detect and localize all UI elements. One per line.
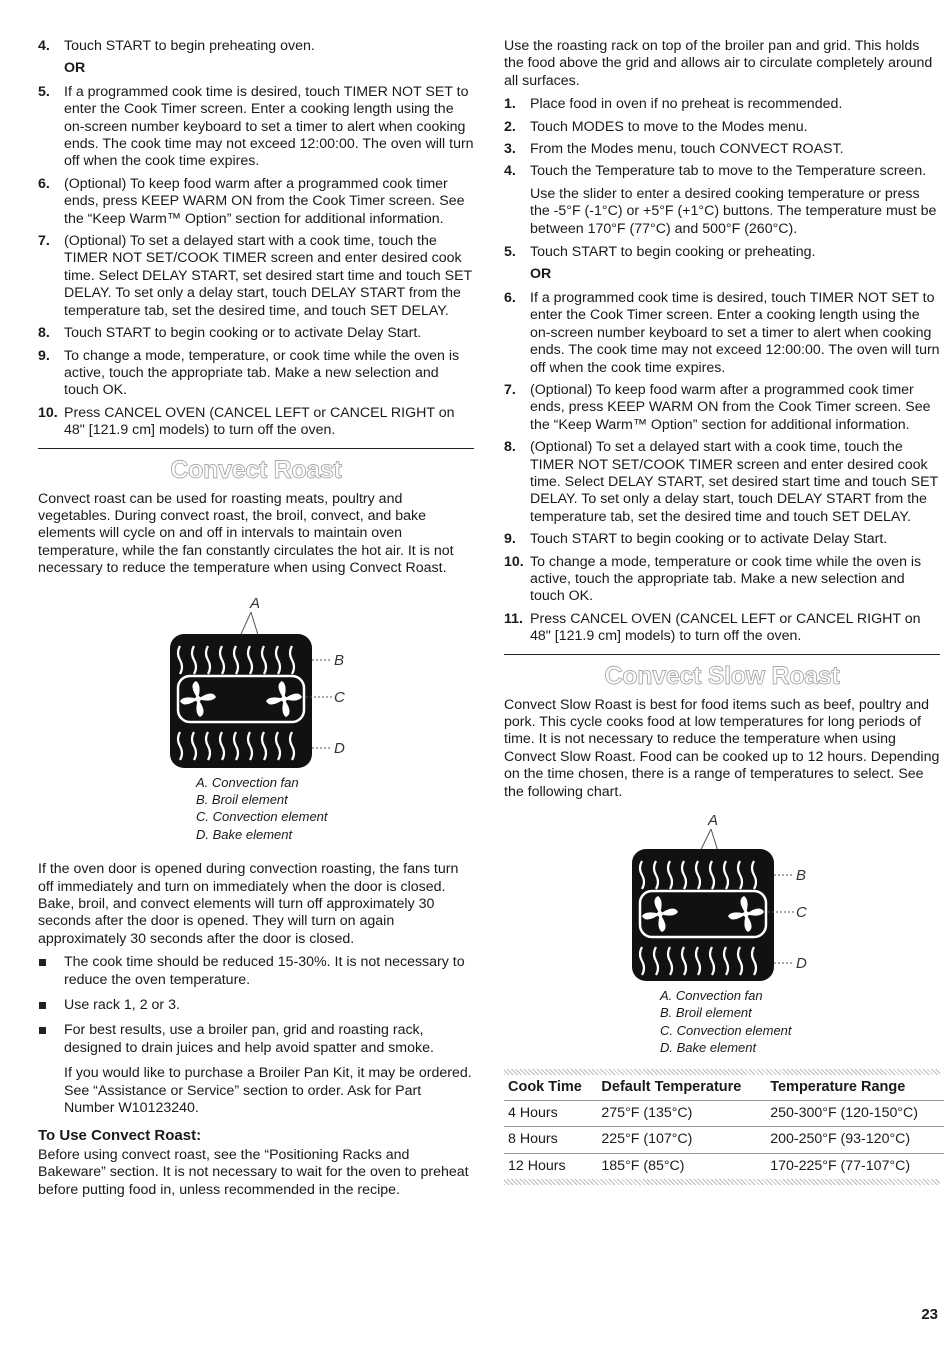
table-cell: 200-250°F (93-120°C) xyxy=(766,1127,944,1153)
bullet-item: Use rack 1, 2 or 3. xyxy=(38,997,474,1014)
step-item: 10. To change a mode, temperature or cook time while the oven is active, touch the appropriate tab. Make a new selection and touch OK. xyxy=(504,553,922,605)
table-row xyxy=(504,1101,944,1127)
step-item: 5. If a programmed cook time is desired, touch TIMER NOT SET to enter the Cook Timer screen. Enter a cooking length using the on-screen number keyboard to set a timer to alert when cooking ends. The cook time may not exceed 12:00:00. The oven will turn off when the cook time expires. xyxy=(38,83,474,170)
door-text: If the oven door is opened during convection roasting, the fans turn off immediately and turn on immediately when the door is closed. Bake, broil, and convect elements will turn off approximately 30 seconds after the door is opened. They will turn on again approximately 30 seconds after the door is closed. xyxy=(38,861,459,947)
right-steps-a xyxy=(504,96,940,181)
bullet-square-icon xyxy=(39,1002,46,1009)
diagram-captions xyxy=(504,987,940,1057)
label-a: A xyxy=(708,812,719,830)
convect-roast-intro: Convect roast can be used for roasting meats, poultry and vegetables. During convect roast, the broil, convect, and bake elements will cycle on and off in intervals to maintain oven temperature, while the fan constantly circulates the hot air. It is not necessary to reduce the temperature when using Convect Roast. xyxy=(38,490,454,577)
or-label: OR xyxy=(530,266,552,283)
kit-text: If you would like to purchase a Broiler Pan Kit, it may be ordered. See “Assistance or Service” section to order. Ask for Part Number W10123240. xyxy=(64,1065,472,1117)
step-item: 8. (Optional) To set a delayed start with a cook time, touch the TIMER NOT SET/COOK TIMER screen and enter desired cook time. Select DELAY START, set desired start time and touch SET DELAY. To set only a delay start, touch DELAY START from the temperature tab, set the desired time and touch SET DELAY. xyxy=(504,439,938,525)
label-b: B xyxy=(334,651,345,669)
label-d: D xyxy=(796,955,807,973)
table-header-cell: Cook Time xyxy=(508,1078,582,1095)
table-header-row xyxy=(504,1075,944,1101)
step-item: 4. Touch START to begin preheating oven. xyxy=(38,38,315,54)
caption-line: C. Convection element xyxy=(660,1022,792,1038)
label-b: B xyxy=(796,867,807,885)
step-item: 6. (Optional) To keep food warm after a programmed cook timer ends, press KEEP WARM ON from the Cook Timer screen. See the “Keep Warm™ Option” section for additional information. xyxy=(38,175,465,227)
step-item: 8. Touch START to begin cooking or to activate Delay Start. xyxy=(38,325,422,342)
bullet-item: The cook time should be reduced 15-30%. It is not necessary to reduce the oven temperature. xyxy=(38,954,474,989)
table-cell: 8 Hours xyxy=(504,1127,597,1153)
step-item: 6. If a programmed cook time is desired, touch TIMER NOT SET to enter the Cook Timer screen. Enter a cooking length using the on-screen number keyboard to set a timer to alert when cooking ends. The cook time may not exceed 12:00:00. The oven will turn off when the cook time expires. xyxy=(504,289,940,376)
section-title-convect-roast: Convect Roast xyxy=(170,455,342,484)
table-cell: 12 Hours xyxy=(504,1153,597,1179)
label-a: A xyxy=(250,594,261,612)
label-c: C xyxy=(796,904,807,922)
before-text: Before using convect roast, see the “Positioning Racks and Bakeware” section. It is not necessary to wait for the oven to preheat before putting food in, unless recommended in the recipe. xyxy=(38,1146,469,1198)
right-steps-c xyxy=(504,290,940,646)
diagram-captions xyxy=(38,774,474,844)
left-column xyxy=(38,38,474,1205)
label-c: C xyxy=(334,688,345,706)
slider-text: Use the slider to enter a desired cooking temperature or press the -5°F (-1°C) or +5°F (+1°C) buttons. The temperature must be between 170°F (77°C) and 500°F (260°C). xyxy=(530,185,937,237)
step-item: 11. Press CANCEL OVEN (CANCEL LEFT or CANCEL RIGHT on 48" [121.9 cm] models) to turn off the oven. xyxy=(504,610,921,645)
left-steps-mid xyxy=(38,84,474,440)
bullet-square-icon xyxy=(39,1027,46,1034)
oven-diagram xyxy=(504,807,940,983)
step-item: 7. (Optional) To keep food warm after a programmed cook timer ends, press KEEP WARM ON from the Cook Timer screen. See the “Keep Warm™ Option” section for additional information. xyxy=(504,381,931,433)
caption-line: B. Broil element xyxy=(196,791,288,807)
rack-text: Use the roasting rack on top of the broiler pan and grid. This holds the food above the grid and allows air to circulate completely around all surfaces. xyxy=(504,38,933,89)
bullet-square-icon xyxy=(39,959,46,966)
step-item: 9. Touch START to begin cooking or to activate Delay Start. xyxy=(504,531,888,548)
table-row xyxy=(504,1127,944,1153)
step-item: 3. From the Modes menu, touch CONVECT ROAST. xyxy=(504,141,844,158)
step-item: 2. Touch MODES to move to the Modes menu. xyxy=(504,118,808,135)
left-steps-top xyxy=(38,38,474,55)
caption-line: A. Convection fan xyxy=(660,988,763,1004)
slow-roast-intro: Convect Slow Roast is best for food items such as beef, poultry and pork. This cycle cooks food at low temperatures for long periods of time. It is not necessary to reduce the temperature when using Convect Slow Roast. Food can be cooked up to 12 hours. Depending on the time chosen, there is a range of temperatures to select. See the following chart. xyxy=(504,696,940,800)
right-column xyxy=(504,38,940,1185)
caption-line: B. Broil element xyxy=(660,1005,752,1021)
page-number: 23 xyxy=(921,1306,938,1323)
table-header-cell: Temperature Range xyxy=(770,1078,906,1095)
label-d: D xyxy=(334,739,345,757)
caption-line: D. Bake element xyxy=(660,1040,757,1056)
caption-line: C. Convection element xyxy=(196,809,328,825)
step-item: 10. Press CANCEL OVEN (CANCEL LEFT or CANCEL RIGHT on 48" [121.9 cm] models) to turn off the oven. xyxy=(38,404,455,439)
table-cell: 225°F (107°C) xyxy=(597,1127,766,1153)
table-cell: 170-225°F (77-107°C) xyxy=(766,1153,944,1179)
table-row xyxy=(504,1153,944,1179)
step-item: 5. Touch START to begin cooking or preheating. xyxy=(504,244,816,261)
section-title-convect-slow-roast: Convect Slow Roast xyxy=(604,661,840,690)
table-cell: 275°F (135°C) xyxy=(597,1101,766,1127)
step-item: 9. To change a mode, temperature, or cook time while the oven is active, touch the appropriate tab. Make a new selection and touch OK. xyxy=(38,347,460,399)
oven-diagram xyxy=(38,584,474,770)
or-label: OR xyxy=(64,60,86,77)
table-cell: 185°F (85°C) xyxy=(597,1153,766,1179)
caption-line: D. Bake element xyxy=(196,826,293,842)
cook-time-table xyxy=(504,1075,944,1180)
step-item: 1. Place food in oven if no preheat is recommended. xyxy=(504,96,843,113)
subheading-to-use: To Use Convect Roast: xyxy=(38,1127,202,1145)
section-divider xyxy=(38,448,474,449)
oven-diagram-svg xyxy=(504,807,940,983)
oven-diagram-svg xyxy=(38,584,474,770)
step-item: 4. Touch the Temperature tab to move to the Temperature screen. xyxy=(504,163,927,180)
caption-line: A. Convection fan xyxy=(196,774,299,790)
table-bottom-hatch xyxy=(504,1179,940,1185)
bullet-item: For best results, use a broiler pan, grid and roasting rack, designed to drain juices and help avoid spatter and smoke. xyxy=(38,1022,474,1057)
bullet-list xyxy=(38,954,474,1057)
step-item: 7. (Optional) To set a delayed start with a cook time, touch the TIMER NOT SET/COOK TIMER screen and enter desired cook time. Select DELAY START, set desired start time and touch SET DELAY. To set only a delay start, touch DELAY START from the temperature tab, set the desired time, and touch SET DELAY. xyxy=(38,233,472,319)
table-cell: 250-300°F (120-150°C) xyxy=(766,1101,944,1127)
section-divider xyxy=(504,654,940,655)
table-header-cell: Default Temperature xyxy=(601,1078,742,1095)
table-cell: 4 Hours xyxy=(504,1101,597,1127)
right-steps-b xyxy=(504,244,940,261)
